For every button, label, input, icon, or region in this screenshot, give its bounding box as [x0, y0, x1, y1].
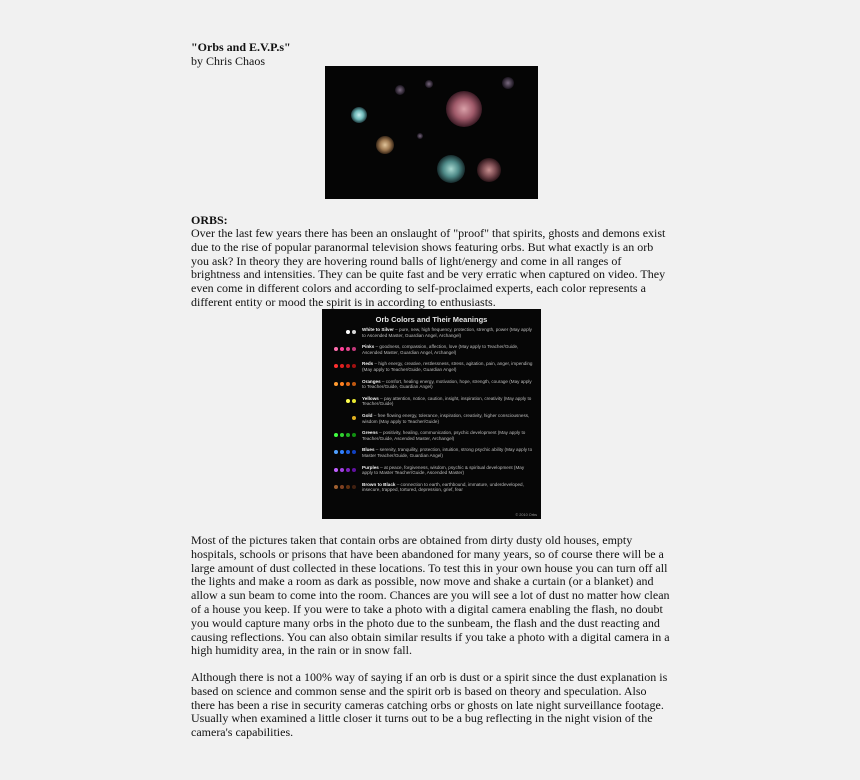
orb-row-text	[362, 482, 536, 493]
text-line: high humidity area, in the rain or in snow fall.	[191, 643, 412, 658]
orb-color-dot	[340, 450, 344, 454]
text-line: allow a sun beam to come into the room. Chances are you will see a lot of dust no matter how clean	[191, 588, 670, 603]
orb-color-dot	[346, 485, 350, 489]
orb-color-swatches	[322, 330, 360, 336]
orb-row-text	[362, 396, 536, 407]
orb-color-dot	[352, 433, 356, 437]
text-line: hospitals, schools or prisons that have been abandoned for many years, so of course there will be a	[191, 546, 664, 561]
orb-row	[322, 430, 541, 447]
article-byline: by Chris Chaos	[191, 54, 266, 68]
orb-row-description: – free flowing energy, tolerance, inspiration, creativity, higher consciousness, wisdom (May apply to Teacher/Guide)	[362, 412, 530, 424]
orb-color-dot	[352, 468, 356, 472]
text-line: Usually when examined a little closer it turns out to be a bug reflecting in the night vision of the	[191, 711, 653, 726]
orb-color-dot	[352, 330, 356, 334]
text-line: camera's capabilities.	[191, 725, 294, 740]
orb-color-dot	[346, 330, 350, 334]
text-line: Although there is not a 100% way of saying if an orb is dust or a spirit since the dust explanation is	[191, 670, 668, 684]
orb-row-description: – positivity, healing, communication, psychic development (May apply to Teacher/Guide, Ascended Master, Archangel)	[362, 430, 526, 441]
orb-row-text	[362, 447, 536, 458]
orb-row-description: – at peace, forgiveness, wisdom, psychic & spiritual development (May apply to Master Teacher/Guide, Ascended Master)	[362, 464, 525, 476]
orb-row	[322, 396, 541, 413]
orb-row	[322, 413, 541, 430]
orb-row	[322, 327, 541, 344]
orb-row	[322, 482, 541, 499]
orb-row-description: – pay attention, notice, caution, insight, inspiration, creativity (May apply to Teacher/Guide)	[362, 395, 532, 407]
orb-photo	[325, 66, 538, 199]
paragraph-dust-explanation	[191, 534, 681, 658]
orb-row	[322, 379, 541, 396]
orb-color-dot	[340, 364, 344, 368]
orb-row-name: Gold	[362, 412, 373, 418]
orb-row-text	[362, 430, 536, 441]
orb-row-text	[362, 344, 536, 355]
orb-row-description: – goodness, compassion, affection, love (May apply to Teacher/Guide, Ascended Master, Guardian Angel, Archangel)	[362, 344, 519, 355]
orb-chart-title: Orb Colors and Their Meanings	[375, 315, 488, 324]
orb-color-swatches	[322, 468, 360, 474]
orb-color-dot	[334, 382, 338, 386]
orb-color-dot	[352, 364, 356, 368]
orb-color-swatches	[322, 450, 360, 456]
text-line: Most of the pictures taken that contain orbs are obtained from dirty dusty old houses, empty	[191, 533, 633, 547]
section-heading-orbs: ORBS:	[191, 213, 228, 227]
orb-color-dot	[340, 433, 344, 437]
orb-chart-rows	[322, 327, 541, 499]
orb-row-description: – pure, new, high frequency, protection, strength, power (May apply to Ascended Master, Guardian Angel, Archangel)	[362, 327, 532, 338]
text-line: due to the rise of popular paranormal television shows featuring orbs. But what exactly is an orb	[191, 239, 654, 254]
paragraph-conclusion	[191, 671, 681, 740]
orb-color-dot	[334, 364, 338, 368]
orb-row-text	[362, 413, 536, 424]
orb-color-swatches	[322, 347, 360, 353]
orb-color-dot	[352, 347, 356, 351]
orb-color-swatches	[322, 364, 360, 370]
orb-color-dot	[346, 347, 350, 351]
orb-row	[322, 361, 541, 378]
orb-color-dot	[352, 416, 356, 420]
orb-color-dot	[346, 450, 350, 454]
orb-color-dot	[346, 433, 350, 437]
orb-color-swatches	[322, 382, 360, 388]
orb-color-dot	[346, 382, 350, 386]
orb-row-text	[362, 361, 536, 372]
orb-row-name: Oranges	[362, 378, 381, 384]
text-line: even come in different colors and according to self-proclaimed experts, each color represents a	[191, 281, 646, 296]
orb-row-name: Pinks	[362, 344, 375, 350]
text-line: of a house you keep. If you were to take a photo with a digital camera enabling the flash, no doubt	[191, 601, 663, 616]
orb-color-dot	[352, 450, 356, 454]
text-line: the lights and make a room as dark as possible, now move and shake a curtain (or a blanket) and	[191, 574, 654, 589]
orb-row-description: – connection to earth, earthbound, immature, underdeveloped, insecure, trapped, tortured, depression, grief, fear	[362, 481, 524, 493]
orb-chart-credit: © 2010 Orbs	[515, 513, 537, 517]
text-line: based on science and common sense and the spirit orb is based on theory and speculation. Also	[191, 683, 647, 698]
orb-row-text	[362, 327, 536, 338]
orb-color-dot	[352, 485, 356, 489]
orb-color-dot	[346, 468, 350, 472]
orb-color-dot	[352, 399, 356, 403]
article-title: "Orbs and E.V.P.s"	[191, 40, 291, 54]
orb-row-description: – high energy, creative, restlessness, stress, agitation, pain, anger, impending (May apply to Teacher/Guide, Guardian Angel)	[362, 361, 533, 372]
orb-color-dot	[346, 364, 350, 368]
orb-color-dot	[340, 347, 344, 351]
orb-row	[322, 344, 541, 361]
orb-color-dot	[352, 382, 356, 386]
orb-row-name: Brown to Black	[362, 481, 396, 487]
orb-row-text	[362, 379, 536, 390]
text-line: causing reflections. You can also obtain similar results if you take a photo with a digital camera in a	[191, 629, 670, 644]
orb-row	[322, 447, 541, 464]
text-line: different entity or mood the spirit is in according to enthusiasts.	[191, 294, 496, 309]
orb-color-swatches	[322, 416, 360, 422]
orb-color-dot	[334, 433, 338, 437]
orb-color-dot	[340, 382, 344, 386]
text-line: Over the last few years there has been an onslaught of "proof" that spirits, ghosts and demons exist	[191, 226, 666, 240]
orb-row-text	[362, 465, 536, 476]
orb-color-swatches	[322, 485, 360, 491]
paragraph-orbs-intro	[191, 227, 681, 310]
orb-row-name: Yellows	[362, 395, 379, 401]
text-line: you ask? In theory they are hovering round balls of light/energy and come in all ranges of	[191, 253, 622, 268]
orb-color-dot	[340, 468, 344, 472]
text-line: you would capture many orbs in the photo due to the sunbeam, the flash and the dust reacting and	[191, 615, 660, 630]
text-line: large amount of dust collected in these locations. To test this in your own house you can turn off all	[191, 560, 668, 575]
orb-color-dot	[334, 485, 338, 489]
orb-color-dot	[346, 399, 350, 403]
orb-color-dot	[334, 450, 338, 454]
orb-row-name: White to Silver	[362, 327, 394, 332]
orb-color-dot	[334, 468, 338, 472]
orb-row-description: – comfort, healing energy, motivation, hope, strength, courage (May apply to Teacher/Guide, Guardian Angel)	[362, 378, 532, 390]
orb-row-name: Greens	[362, 430, 378, 436]
orb-row-name: Purples	[362, 464, 379, 470]
orb-color-swatches	[322, 399, 360, 405]
orb-row-name: Reds	[362, 361, 374, 367]
orb-row-description: – serenity, tranquility, protection, intuition, strong psychic ability (May apply to Master Teacher/Guide, Guardian Angel)	[362, 447, 533, 458]
orb-color-dot	[340, 485, 344, 489]
orb-row-name: Blues	[362, 447, 375, 453]
text-line: there has been a rise in security cameras catching orbs or ghosts on late night surveillance footage.	[191, 697, 664, 712]
orb-color-swatches	[322, 433, 360, 439]
orb-row	[322, 465, 541, 482]
text-line: brightness and intensities. They can be quite fast and be very erratic when captured on video. They	[191, 267, 666, 282]
orb-photo-image	[325, 66, 538, 199]
orb-colors-chart	[322, 309, 541, 519]
orb-color-dot	[334, 347, 338, 351]
